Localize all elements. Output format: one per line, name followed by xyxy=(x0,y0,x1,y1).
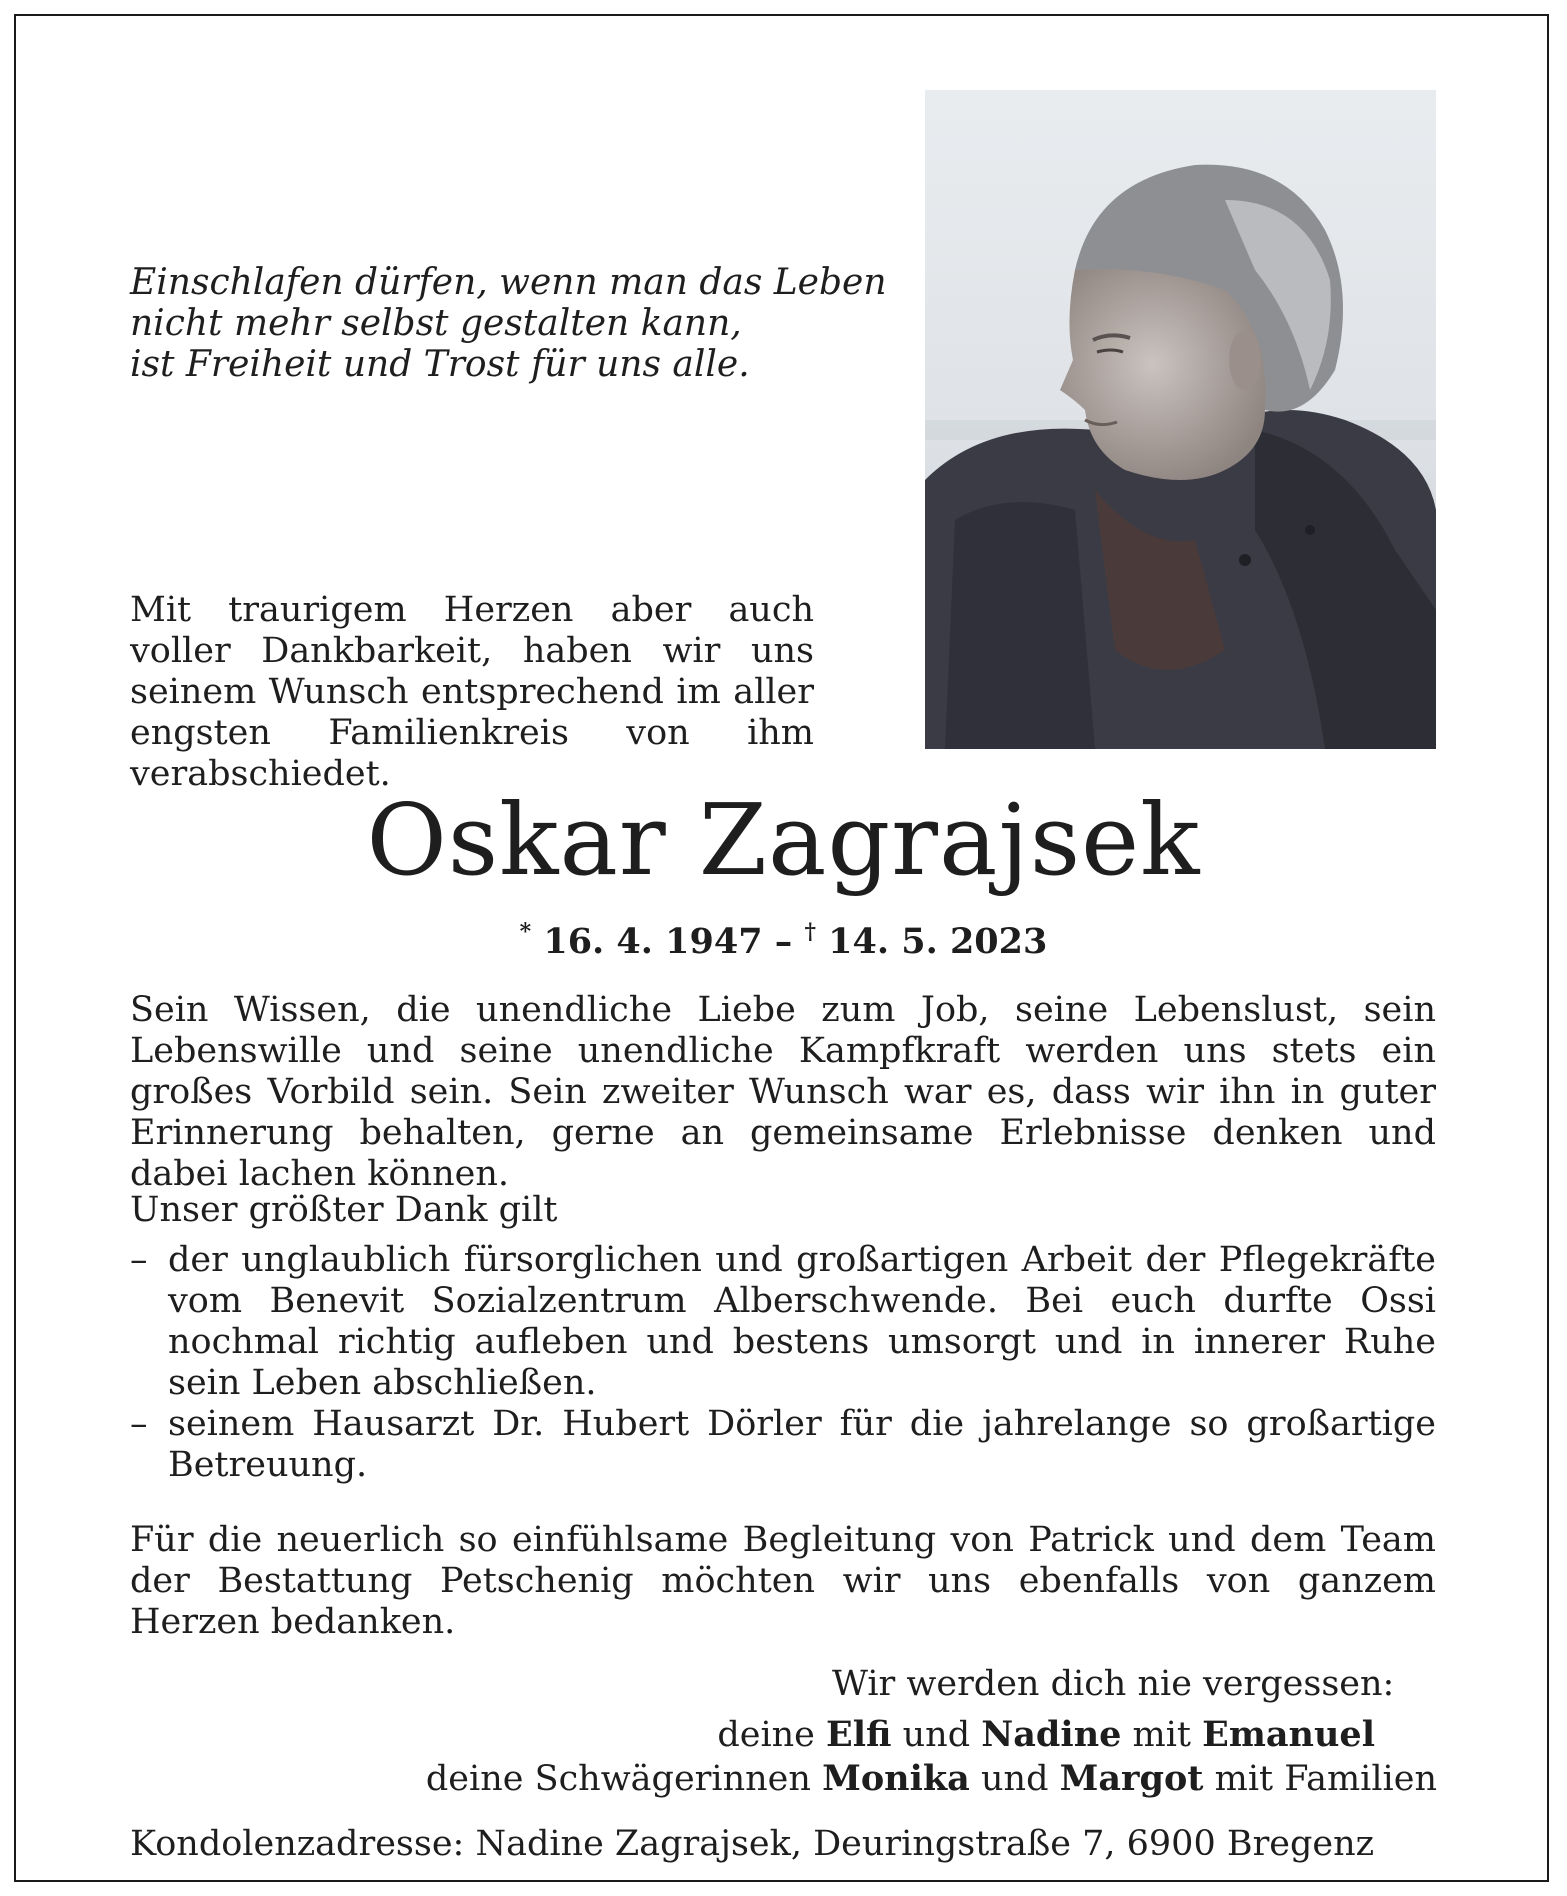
thanks-heading: Unser größter Dank gilt xyxy=(130,1190,558,1230)
tribute-paragraph: Sein Wissen, die unendliche Liebe zum Job, seine Lebenslust, sein Lebenswille und seine unendliche Kampfkraft werden uns stets ein großes Vorbild sein. Sein zweiter Wunsch war es, dass wir ihn in guter Erinnerung behalten, gerne an gemeinsame Erlebnisse denken und dabei lachen können. xyxy=(130,990,1436,1194)
portrait-illustration xyxy=(925,90,1436,749)
birth-date: 16. 4. 1947 xyxy=(543,921,763,962)
signature-name: Margot xyxy=(1059,1758,1204,1799)
life-dates xyxy=(0,910,1567,964)
birth-symbol: * xyxy=(519,919,532,945)
signature-name: Monika xyxy=(822,1758,970,1799)
list-item xyxy=(130,1240,1436,1404)
thanks-list xyxy=(130,1240,1436,1486)
signature-word: und xyxy=(980,1759,1049,1799)
quote-line-1: Einschlafen dürfen, wenn man das Leben xyxy=(130,262,887,303)
signature-word: und xyxy=(902,1715,971,1755)
quote-line-3: ist Freiheit und Trost für uns alle. xyxy=(130,344,750,385)
signature-name: Emanuel xyxy=(1202,1714,1375,1755)
portrait-photo xyxy=(925,90,1436,749)
death-symbol: † xyxy=(804,919,816,945)
funeral-thanks-paragraph: Für die neuerlich so einfühlsame Begleitung von Patrick und dem Team der Bestattung Petschenig möchten wir uns ebenfalls von ganzem Herzen bedanken. xyxy=(130,1520,1436,1642)
signature-word: deine xyxy=(717,1715,815,1755)
signature-line-sisters-in-law xyxy=(426,1757,1437,1801)
list-dash: – xyxy=(130,1404,148,1444)
list-item-text: seinem Hausarzt Dr. Hubert Dörler für die jahrelange so großartige Betreuung. xyxy=(168,1404,1436,1485)
condolence-address: Kondolenzadresse: Nadine Zagrajsek, Deuringstraße 7, 6900 Bregenz xyxy=(130,1824,1375,1864)
quote-line-2: nicht mehr selbst gestalten kann, xyxy=(130,303,742,344)
intro-paragraph: Mit traurigem Herzen aber auch voller Dankbarkeit, haben wir uns seinem Wunsch entsprechend im aller engsten Familienkreis von ihm verabschiedet. xyxy=(130,590,814,794)
closing-line: Wir werden dich nie vergessen: xyxy=(832,1664,1395,1704)
signature-line-family xyxy=(717,1713,1375,1757)
list-dash: – xyxy=(130,1240,148,1280)
signature-name: Nadine xyxy=(981,1714,1122,1755)
deceased-name: Oskar Zagrajsek xyxy=(366,784,1201,898)
signature-name: Elfi xyxy=(826,1714,892,1755)
date-separator: – xyxy=(762,921,805,962)
memorial-quote xyxy=(130,262,887,385)
death-date: 14. 5. 2023 xyxy=(828,921,1048,962)
signature-word: mit xyxy=(1132,1715,1191,1755)
list-item-text: der unglaublich fürsorglichen und großartigen Arbeit der Pflegekräfte vom Benevit Sozialzentrum Alberschwende. Bei euch durfte Ossi nochmal richtig aufleben und bestens umsorgt und in innerer Ruhe sein Leben abschließen. xyxy=(168,1240,1436,1403)
signature-word: mit Familien xyxy=(1214,1759,1437,1799)
list-item xyxy=(130,1404,1436,1486)
signature-word: deine Schwägerinnen xyxy=(425,1759,811,1799)
